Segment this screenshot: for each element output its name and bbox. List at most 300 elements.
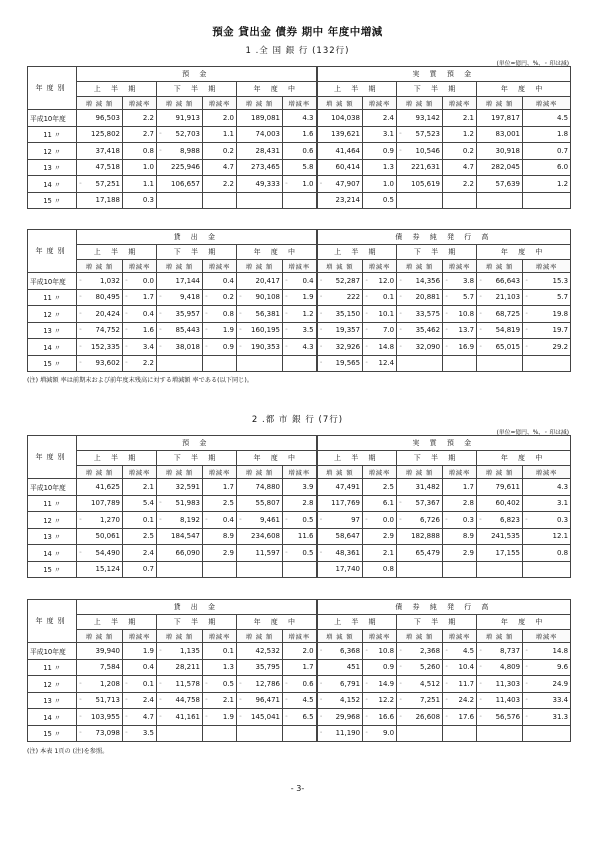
rate-cell xyxy=(363,159,397,176)
amount-cell xyxy=(317,110,363,127)
decrease-mark: ◦ xyxy=(205,294,208,301)
cell-value: 39,940 xyxy=(95,646,120,655)
cell-value: 57,639 xyxy=(495,179,521,188)
cell-value: 105,619 xyxy=(411,179,441,188)
cell-value: 6,726 xyxy=(419,515,441,524)
cell-value: 49,333 xyxy=(255,179,280,188)
rate-header: 増減率 xyxy=(443,630,477,643)
rate-header: 増減率 xyxy=(123,97,157,110)
cell-value: 145,041 xyxy=(251,712,280,721)
cell-value: 35,957 xyxy=(175,309,200,318)
period-header-fy: 年 度 中 xyxy=(237,451,317,466)
cell-value: 8,192 xyxy=(179,515,200,524)
decrease-mark: ◦ xyxy=(285,713,288,720)
amount-header: 増 減 額 xyxy=(397,630,443,643)
amount-cell xyxy=(397,322,443,339)
cell-value: 50,061 xyxy=(95,532,120,541)
amount-header: 増 減 額 xyxy=(477,630,523,643)
amount-cell xyxy=(237,561,283,578)
cell-value: 0.6 xyxy=(302,146,314,155)
rate-cell xyxy=(203,512,237,529)
decrease-mark: ◦ xyxy=(445,343,449,350)
decrease-mark: ◦ xyxy=(525,647,529,654)
rate-header: 増減率 xyxy=(283,260,317,273)
cell-value: 4,152 xyxy=(340,696,361,705)
decrease-mark: ◦ xyxy=(79,277,82,284)
cell-value: 4.7 xyxy=(462,163,475,172)
table-row xyxy=(28,289,571,306)
rate-cell xyxy=(123,659,157,676)
rate-cell xyxy=(523,273,571,290)
amount-cell xyxy=(237,289,283,306)
left-group-header: 預 金 xyxy=(77,67,317,82)
cell-value: 182,888 xyxy=(411,532,441,541)
amount-cell xyxy=(317,126,363,143)
rate-cell xyxy=(283,659,317,676)
cell-value: 197,817 xyxy=(491,113,521,122)
decrease-mark: ◦ xyxy=(525,327,529,334)
cell-value: 282,045 xyxy=(491,163,521,172)
cell-value: 184,547 xyxy=(171,532,200,541)
amount-cell xyxy=(317,545,363,562)
cell-value: 1.0 xyxy=(302,179,314,188)
section-1-subtitle: 1 .全 国 銀 行 (132行) xyxy=(245,46,350,56)
rate-cell xyxy=(443,126,477,143)
year-cell: 平成10年度 xyxy=(28,110,77,127)
cell-value: 0.2 xyxy=(222,146,234,155)
decrease-mark: ◦ xyxy=(79,680,82,687)
cell-value: 3.1 xyxy=(556,499,569,508)
cell-value: 47,491 xyxy=(335,482,361,491)
cell-value: 1.1 xyxy=(142,179,154,188)
amount-header: 増 減 額 xyxy=(477,466,523,479)
amount-header: 増 減 額 xyxy=(477,97,523,110)
cell-value: 96,471 xyxy=(255,696,280,705)
rate-cell xyxy=(123,561,157,578)
cell-value: 58,647 xyxy=(335,532,361,541)
decrease-mark: ◦ xyxy=(159,713,162,720)
amount-cell xyxy=(317,192,363,209)
rate-cell xyxy=(363,306,397,323)
table-row xyxy=(28,126,571,143)
cell-value: 4.5 xyxy=(556,113,569,122)
cell-value: 66,643 xyxy=(495,276,521,285)
cell-value: 0.1 xyxy=(382,293,395,302)
table-1-deposits xyxy=(27,66,571,209)
rate-cell xyxy=(123,355,157,372)
right-group-header: 実 質 預 金 xyxy=(317,67,571,82)
amount-cell xyxy=(237,110,283,127)
cell-value: 29.2 xyxy=(552,342,569,351)
table-row xyxy=(28,659,571,676)
amount-cell xyxy=(477,725,523,742)
rate-cell xyxy=(523,676,571,693)
cell-value: 12.2 xyxy=(378,696,395,705)
decrease-mark: ◦ xyxy=(159,343,162,350)
cell-value: 11,303 xyxy=(495,679,521,688)
amount-cell xyxy=(237,643,283,660)
decrease-mark: ◦ xyxy=(125,680,128,687)
rate-header: 増減率 xyxy=(123,630,157,643)
cell-value: 32,090 xyxy=(415,342,441,351)
cell-value: 2.9 xyxy=(382,532,395,541)
decrease-mark: ◦ xyxy=(79,327,82,334)
decrease-mark: ◦ xyxy=(125,713,128,720)
amount-cell xyxy=(397,692,443,709)
cell-value: 24.9 xyxy=(552,679,569,688)
rate-header: 増減率 xyxy=(283,97,317,110)
period-header-h2: 下 半 期 xyxy=(397,245,477,260)
amount-cell xyxy=(477,126,523,143)
amount-cell xyxy=(477,709,523,726)
rate-cell xyxy=(523,479,571,496)
rate-cell xyxy=(443,289,477,306)
cell-value: 74,003 xyxy=(255,130,280,139)
amount-cell xyxy=(237,725,283,742)
decrease-mark: ◦ xyxy=(285,310,288,317)
amount-cell xyxy=(317,176,363,193)
decrease-mark: ◦ xyxy=(319,647,323,654)
period-header-fy: 年 度 中 xyxy=(477,245,571,260)
decrease-mark: ◦ xyxy=(365,713,369,720)
cell-value: 17,155 xyxy=(495,548,521,557)
cell-value: 17,740 xyxy=(335,565,361,574)
amount-cell xyxy=(237,322,283,339)
rate-cell xyxy=(283,176,317,193)
rate-cell xyxy=(123,528,157,545)
table-row xyxy=(28,725,571,742)
period-header-fy: 年 度 中 xyxy=(237,615,317,630)
decrease-mark: ◦ xyxy=(445,277,449,284)
amount-header: 増 減 額 xyxy=(157,97,203,110)
rate-header: 増減率 xyxy=(443,466,477,479)
cell-value: 2.4 xyxy=(382,113,395,122)
cell-value: 10.8 xyxy=(378,646,395,655)
rate-header: 増減率 xyxy=(363,466,397,479)
decrease-mark: ◦ xyxy=(319,327,323,334)
cell-value: 38,018 xyxy=(175,342,200,351)
amount-cell xyxy=(157,159,203,176)
rate-cell xyxy=(123,273,157,290)
cell-value: 189,081 xyxy=(251,113,280,122)
cell-value: 3.4 xyxy=(142,342,154,351)
period-header-h1: 上 半 期 xyxy=(317,451,397,466)
cell-value: 1.9 xyxy=(222,326,234,335)
cell-value: 20,424 xyxy=(95,309,120,318)
decrease-mark: ◦ xyxy=(525,713,529,720)
rate-cell xyxy=(283,110,317,127)
amount-cell xyxy=(477,659,523,676)
cell-value: 241,535 xyxy=(491,532,521,541)
rate-cell xyxy=(283,528,317,545)
cell-value: 117,769 xyxy=(331,499,361,508)
rate-cell xyxy=(203,306,237,323)
amount-cell xyxy=(397,709,443,726)
rate-cell xyxy=(523,355,571,372)
amount-cell xyxy=(237,545,283,562)
cell-value: 4,809 xyxy=(500,663,521,672)
amount-cell xyxy=(477,643,523,660)
rate-cell xyxy=(443,273,477,290)
cell-value: 0.7 xyxy=(556,146,569,155)
decrease-mark: ◦ xyxy=(479,343,483,350)
decrease-mark: ◦ xyxy=(125,730,128,737)
cell-value: 0.9 xyxy=(382,663,395,672)
period-header-h1: 上 半 期 xyxy=(317,615,397,630)
period-header-h2: 下 半 期 xyxy=(157,82,237,97)
amount-cell xyxy=(317,676,363,693)
decrease-mark: ◦ xyxy=(445,713,449,720)
amount-cell xyxy=(397,176,443,193)
amount-cell xyxy=(157,355,203,372)
rate-header: 増減率 xyxy=(523,97,571,110)
period-header-h2: 下 半 期 xyxy=(157,451,237,466)
amount-cell xyxy=(237,676,283,693)
rate-header: 増減率 xyxy=(523,466,571,479)
cell-value: 12.0 xyxy=(378,276,395,285)
decrease-mark: ◦ xyxy=(445,697,449,704)
cell-value: 451 xyxy=(346,663,361,672)
cell-value: 26,608 xyxy=(415,712,441,721)
cell-value: 35,150 xyxy=(335,309,361,318)
amount-header: 増 減 額 xyxy=(317,466,363,479)
amount-cell xyxy=(157,643,203,660)
amount-cell xyxy=(157,725,203,742)
rate-cell xyxy=(203,176,237,193)
amount-cell xyxy=(77,126,123,143)
rate-cell xyxy=(523,561,571,578)
decrease-mark: ◦ xyxy=(479,697,483,704)
year-header: 年度別 xyxy=(28,436,77,479)
decrease-mark: ◦ xyxy=(125,310,128,317)
amount-cell xyxy=(77,561,123,578)
rate-cell xyxy=(443,676,477,693)
amount-cell xyxy=(397,545,443,562)
table-row xyxy=(28,143,571,160)
decrease-mark: ◦ xyxy=(479,680,483,687)
decrease-mark: ◦ xyxy=(445,294,449,301)
cell-value: 103,955 xyxy=(91,712,120,721)
note-2: (注) 本表 1頁の (注)を参照。 xyxy=(27,748,109,755)
decrease-mark: ◦ xyxy=(399,713,403,720)
cell-value: 20,417 xyxy=(255,276,280,285)
decrease-mark: ◦ xyxy=(239,516,242,523)
cell-value: 14.8 xyxy=(552,646,569,655)
rate-header: 増減率 xyxy=(363,97,397,110)
decrease-mark: ◦ xyxy=(525,277,529,284)
cell-value: 2.2 xyxy=(142,113,154,122)
amount-cell xyxy=(317,143,363,160)
year-cell: 12 〃 xyxy=(28,143,77,160)
period-header-h1: 上 半 期 xyxy=(317,245,397,260)
table-row xyxy=(28,709,571,726)
decrease-mark: ◦ xyxy=(445,664,449,671)
decrease-mark: ◦ xyxy=(479,310,483,317)
amount-cell xyxy=(477,143,523,160)
amount-header: 増 減 額 xyxy=(157,630,203,643)
cell-value: 3.1 xyxy=(382,130,395,139)
amount-cell xyxy=(237,709,283,726)
decrease-mark: ◦ xyxy=(399,310,403,317)
table-row xyxy=(28,561,571,578)
rate-cell xyxy=(203,676,237,693)
amount-header: 増 減 額 xyxy=(237,466,283,479)
amount-cell xyxy=(397,512,443,529)
decrease-mark: ◦ xyxy=(205,697,208,704)
decrease-mark: ◦ xyxy=(319,180,323,187)
rate-cell xyxy=(443,692,477,709)
cell-value: 47,518 xyxy=(95,163,120,172)
cell-value: 44,758 xyxy=(175,696,200,705)
cell-value: 0.8 xyxy=(556,548,569,557)
cell-value: 11.6 xyxy=(297,532,314,541)
year-cell: 12 〃 xyxy=(28,512,77,529)
rate-cell xyxy=(363,709,397,726)
cell-value: 6,791 xyxy=(340,679,361,688)
cell-value: 11,597 xyxy=(255,548,280,557)
cell-value: 190,353 xyxy=(251,342,280,351)
amount-cell xyxy=(157,561,203,578)
amount-cell xyxy=(477,512,523,529)
rate-cell xyxy=(203,355,237,372)
amount-cell xyxy=(157,659,203,676)
amount-cell xyxy=(397,561,443,578)
decrease-mark: ◦ xyxy=(205,680,208,687)
cell-value: 17,144 xyxy=(175,276,200,285)
rate-cell xyxy=(523,289,571,306)
cell-value: 1.1 xyxy=(222,130,234,139)
cell-value: 3.8 xyxy=(462,276,475,285)
decrease-mark: ◦ xyxy=(159,310,162,317)
cell-value: 125,802 xyxy=(91,130,120,139)
unit-note-1: (単位=億円、%、◦ 印は減) xyxy=(496,61,569,67)
year-cell: 13 〃 xyxy=(28,322,77,339)
cell-value: 2.5 xyxy=(142,532,154,541)
rate-header: 増減率 xyxy=(203,260,237,273)
rate-cell xyxy=(123,339,157,356)
decrease-mark: ◦ xyxy=(159,147,162,154)
rate-cell xyxy=(123,126,157,143)
cell-value: 42,532 xyxy=(255,646,280,655)
amount-cell xyxy=(77,512,123,529)
rate-cell xyxy=(123,495,157,512)
cell-value: 60,402 xyxy=(495,499,521,508)
period-header-h1: 上 半 期 xyxy=(317,82,397,97)
rate-cell xyxy=(283,495,317,512)
amount-cell xyxy=(237,273,283,290)
cell-value: 152,335 xyxy=(91,342,120,351)
cell-value: 107,789 xyxy=(91,499,120,508)
amount-cell xyxy=(397,159,443,176)
amount-cell xyxy=(237,126,283,143)
cell-value: 5.7 xyxy=(556,293,569,302)
cell-value: 1.2 xyxy=(462,130,475,139)
decrease-mark: ◦ xyxy=(525,310,529,317)
rate-cell xyxy=(523,143,571,160)
amount-cell xyxy=(77,322,123,339)
amount-cell xyxy=(77,339,123,356)
decrease-mark: ◦ xyxy=(239,697,242,704)
amount-cell xyxy=(397,528,443,545)
cell-value: 55,807 xyxy=(255,499,280,508)
year-cell: 14 〃 xyxy=(28,545,77,562)
cell-value: 225,946 xyxy=(171,163,200,172)
rate-cell xyxy=(523,192,571,209)
decrease-mark: ◦ xyxy=(125,277,128,284)
rate-cell xyxy=(363,176,397,193)
cell-value: 54,819 xyxy=(495,326,521,335)
rate-cell xyxy=(203,273,237,290)
cell-value: 97 xyxy=(351,515,361,524)
cell-value: 9,461 xyxy=(259,515,280,524)
cell-value: 1.2 xyxy=(302,309,314,318)
decrease-mark: ◦ xyxy=(159,697,162,704)
decrease-mark: ◦ xyxy=(365,294,369,301)
period-header-h2: 下 半 期 xyxy=(397,82,477,97)
rate-cell xyxy=(203,561,237,578)
decrease-mark: ◦ xyxy=(79,516,82,523)
cell-value: 1.7 xyxy=(222,482,234,491)
cell-value: 51,713 xyxy=(95,696,120,705)
cell-value: 0.3 xyxy=(556,515,569,524)
decrease-mark: ◦ xyxy=(125,343,128,350)
amount-cell xyxy=(237,355,283,372)
decrease-mark: ◦ xyxy=(239,310,242,317)
amount-cell xyxy=(317,528,363,545)
cell-value: 2,368 xyxy=(420,646,441,655)
year-cell: 11 〃 xyxy=(28,289,77,306)
cell-value: 19.8 xyxy=(552,309,569,318)
rate-cell xyxy=(523,725,571,742)
amount-cell xyxy=(77,355,123,372)
decrease-mark: ◦ xyxy=(125,294,128,301)
decrease-mark: ◦ xyxy=(365,277,369,284)
cell-value: 6.5 xyxy=(302,712,314,721)
decrease-mark: ◦ xyxy=(479,664,483,671)
cell-value: 2.5 xyxy=(382,482,395,491)
right-group-header: 債 券 純 発 行 高 xyxy=(317,600,571,615)
amount-cell xyxy=(397,659,443,676)
year-cell: 14 〃 xyxy=(28,176,77,193)
year-cell: 平成10年度 xyxy=(28,479,77,496)
rate-cell xyxy=(443,709,477,726)
amount-cell xyxy=(477,110,523,127)
amount-cell xyxy=(77,306,123,323)
amount-cell xyxy=(237,339,283,356)
decrease-mark: ◦ xyxy=(239,343,242,350)
amount-header: 増 減 額 xyxy=(317,97,363,110)
decrease-mark: ◦ xyxy=(365,730,369,737)
amount-cell xyxy=(77,676,123,693)
rate-cell xyxy=(203,725,237,742)
cell-value: 2.1 xyxy=(462,113,475,122)
decrease-mark: ◦ xyxy=(79,713,82,720)
table-row xyxy=(28,306,571,323)
cell-value: 16.6 xyxy=(378,712,395,721)
rate-cell xyxy=(443,545,477,562)
amount-cell xyxy=(317,322,363,339)
amount-cell xyxy=(77,495,123,512)
amount-cell xyxy=(397,479,443,496)
period-header-h1: 上 半 期 xyxy=(77,451,157,466)
cell-value: 0.4 xyxy=(222,276,234,285)
cell-value: 41,625 xyxy=(95,482,120,491)
rate-cell xyxy=(283,355,317,372)
decrease-mark: ◦ xyxy=(399,664,403,671)
rate-cell xyxy=(523,126,571,143)
amount-cell xyxy=(157,273,203,290)
decrease-mark: ◦ xyxy=(365,680,369,687)
